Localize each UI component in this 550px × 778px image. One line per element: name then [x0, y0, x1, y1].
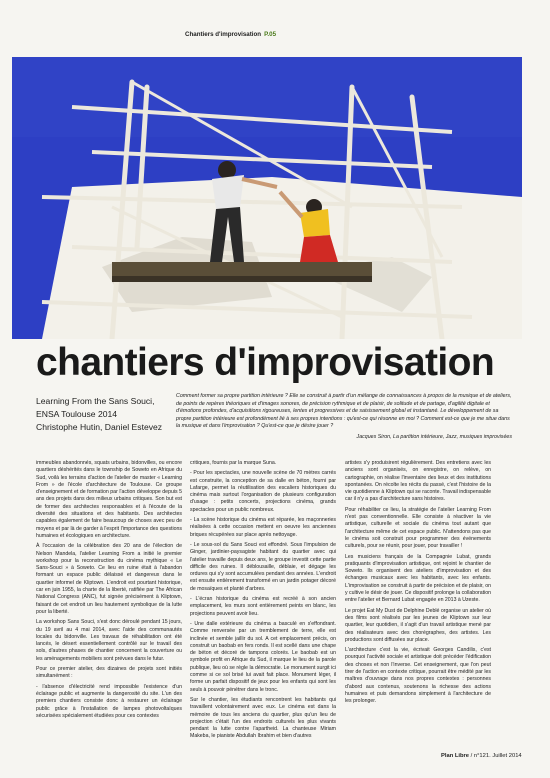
section-title: Chantiers d'improvisation: [185, 31, 262, 38]
article-subhead: [36, 395, 171, 434]
running-header: [185, 31, 276, 38]
paragraph: Sur le chantier, les étudiants rencontrent les habitants qui travaillent volontairement avec eux. Le cinéma est dans la mémoire de tous les anciens du quartier, plus qu'un lieu de projection c'était l'un des endroits culturels les plus vivants pendant la lutte contre l'apartheid. La chanteuse Miriam Makeba, le pianiste Abdullah Ibrahim et bien d'autres: [190, 696, 336, 740]
paragraph: - Le sous-sol du Sans Souci est effondré. Sous l'impulsion de Ginger, jardinier-paysagiste habitant du quartier avec qui l'atelier travaille depuis deux ans, le groupe investit cette partie difficile des ruines. Il déblousaille, déblaie, et dégage les ordures qui s'y sont accumulées pendant des années. L'endroit est ensuite entièrement transformé en un jardin potager décoré de mosaïques et planté d'arbres.: [190, 541, 336, 592]
article-title: chantiers d'improvisation: [36, 341, 495, 384]
paragraph: La workshop Sans Souci, s'est donc déroulé pendant 15 jours, du 19 avril au 4 mai 2014, avec l'aide des communautés locales du bidonville. Les travaux de réhabilitation ont été lancés, le désert essentiellement contrôlé sur le travail des sols, d'autres phases de chantier concernent la couverture ou les aménagements mobiliers sont prévues dans le futur.: [36, 619, 182, 662]
body-column-2: [190, 460, 336, 744]
body-column-1: [36, 460, 182, 723]
authors: Christophe Hutin, Daniel Estevez: [36, 422, 163, 432]
paragraph: Les musiciens français de la Compagnie Lubat, grands pratiquants d'improvisation artistique, ont rejoint le chantier de Soweto. Ils organisent des ateliers d'improvisation et des échanges musicaux avec les habitants, avec les enfants. L'improvisation se construit à partir de précision et de plaisir, on y cultive le désir de jouer. Ce dispositif prolonge la collaboration entre l'atelier et Bernard Lubat engagée en 2013 à Uzeste.: [345, 553, 491, 604]
paragraph: Pour ce premier atelier, des dizaines de projets sont initiés simultanément :: [36, 666, 182, 680]
epigraph-quote: [176, 393, 512, 441]
paragraph: À l'occasion de la célébration des 20 ans de l'élection de Nelson Mandela, l'atelier Learning From a initié le premier workshop pour la reconstruction du cinéma mythique « Le Sans-Souci » à Soweto. Ce lieu en ruine était à l'abandon formant un espace public délaissé et dangereux dans le quartier informel de Kliptown. L'endroit est pourtant historique, car en juin 1955, la charte de la liberté, ratifiée par The African National Congress (ANC), fut signée précisément à Kliptown, faisant de cet endroit un lieu hautement symbolique de la lutte pour la liberté.: [36, 543, 182, 615]
scaffolding-dancers-photo: [12, 57, 522, 339]
issue-info: / n°121. Juillet 2014: [470, 753, 522, 759]
paragraph: critiques, fournis par la marque Suna.: [190, 460, 277, 466]
paragraph: Pour réhabiliter ce lieu, la stratégie de l'atelier Learning From n'est pas conventionnelle. Elle consiste à réactiver la vie artistique, culturelle et sociale du cinéma tout autant que l'architecture même de cet espace public. N'attendons pas que le cinéma soit construit pour programmer des événements culturels, pour se réunir, pour jouer, pour travailler !: [345, 506, 491, 550]
subhead-line: Learning From the Sans Souci,: [36, 396, 155, 406]
magazine-name: Plan Libre: [441, 753, 470, 759]
photo-illustration: [12, 57, 522, 339]
page-number: P.05: [264, 31, 277, 38]
quote-attribution: Jacques Siron, La partition intérieure, Jazz, musiques improvisées: [356, 433, 512, 440]
paragraph: immeubles abandonnés, squats urbains, bidonvilles, ou encore quartiers déshérités dans le township de Soweto en Afrique du Sud, voilà les terrains d'action de l'atelier de master « Learning From » de l'école d'architecture de Toulouse. Ce groupe d'enseignement et de formation par l'action développe depuis 5 ans des projets dans des milieux urbains critiques. Son but est de former des architectes responsables et à l'écoute de la diversité des situations et des habitants. Des architectes capables également de faire beaucoup de choses avec peu de moyens et par là de garder à l'esprit l'importance des questions humaines et écologiques en architecture.: [36, 460, 182, 539]
paragraph: - Pour les spectacles, une nouvelle scène de 70 mètres carrés est construite, la conception de sa dalle en béton, fourni par Lafarge, permet la réutilisation des escaliers historiques du cinéma mais surtout l'organisation de plusieurs configuration d'usage : petits concerts, projections cinéma, grands spectacles pour un public nombreux.: [190, 470, 336, 513]
paragraph: - Une dalle extérieure du cinéma a basculé en s'effondrant. Comme renversée par un tremblement de terre, elle est inclinée et semble jaillir du sol. A cet emplacement précis, on construit un baobab en fers ronds. Il est scellé dans une chape de béton et décoré de tampons colorés. Le baobab est un symbole profit en Afrique du Sud, il marque le lieu de la parole publique, lieu où se règle la démocratie. Le monument surgit ici comme si ce sol brisé lui avait fait place. Monument léger, il forme un parfait dispositif de jeux pour les enfants qui sont les seuls à pouvoir pénétrer dans le tronc.: [190, 620, 336, 693]
quote-text: Comment former sa propre partition intérieure ? Elle se construit à partir d'un mélange de connaissances à propos de la musique et de ateliers, de points de repères théoriques et d'images sonores, de précision rythmique et de plaisir, de solitude et de partage, d'agilité digitale et d'émotions profondes, d'acquisitions rigoureuses, lentes et progressives et de saisissement global et instantané. Le développement de sa propre partition intérieure est profondément lié à ses propres intentions : qu'est-ce qui résonne en moi ? Comment est-ce que je me situe dans la musique et dans l'improvisation ? Qu'est-ce que je désire jouer ?: [176, 393, 512, 429]
paragraph: - l'absence d'électricité rend impossible l'existence d'un éclairage public et augmente la dangerosité du site. L'un des premiers chantiers consiste donc à restaurer un éclairage public grâce à l'installation de lampes photovoltaïques sécurisées spécialement étudiées pour ces contextes: [36, 683, 182, 719]
paragraph: L'architecture c'est la vie, écrivait Georges Candilis, c'est pourquoi l'activité sociale et artistique doit précéder l'édification des choses et non l'inverse. Cet enseignement, que l'on peut tirer de l'action en contexte critique, pourrait être médité par les maîtres d'ouvrage dans nos propres contextes : personnes d'abord aux contenus, soutenons la richesse des actions humaines et puis demandons simplement à l'architecture de les prolonger.: [345, 647, 491, 705]
page-footer: [441, 753, 522, 759]
paragraph: - La scène historique du cinéma est réparée, les maçonneries réalisées à cette occasion mettent en oeuvre les anciennes briques récupérées sur place après nettoyage.: [190, 517, 336, 538]
subhead-line: ENSA Toulouse 2014: [36, 409, 118, 419]
paragraph: - L'écran historique du cinéma est recréé à son ancien emplacement, les murs sont entièrement peints en blanc, les projections peuvent avoir lieu.: [190, 596, 336, 617]
body-column-3: [345, 460, 491, 709]
paragraph: Le projet Eat My Dust de Delphine Deblé organise un atelier où des films sont réalisés par les jeunes de Kliptown sur leur quartier, leur quotidien, il s'agit d'un travail artistique mené par des réalisateurs avec des chorégraphes, des artistes. Les productions sont diffusées sur place.: [345, 607, 491, 643]
paragraph: artistes s'y produisirent régulièrement. Des entretiens avec les anciens sont organisés, on enregistre, on relève, on cartographie, on réalise l'inventaire des lieux et des institutions spontanées. On récolte les récits du passé, c'est l'histoire de la vie quotidienne à Kliptown qui se raconte. Travail indispensable car il n'y a pas d'architecture sans histoires.: [345, 460, 491, 503]
